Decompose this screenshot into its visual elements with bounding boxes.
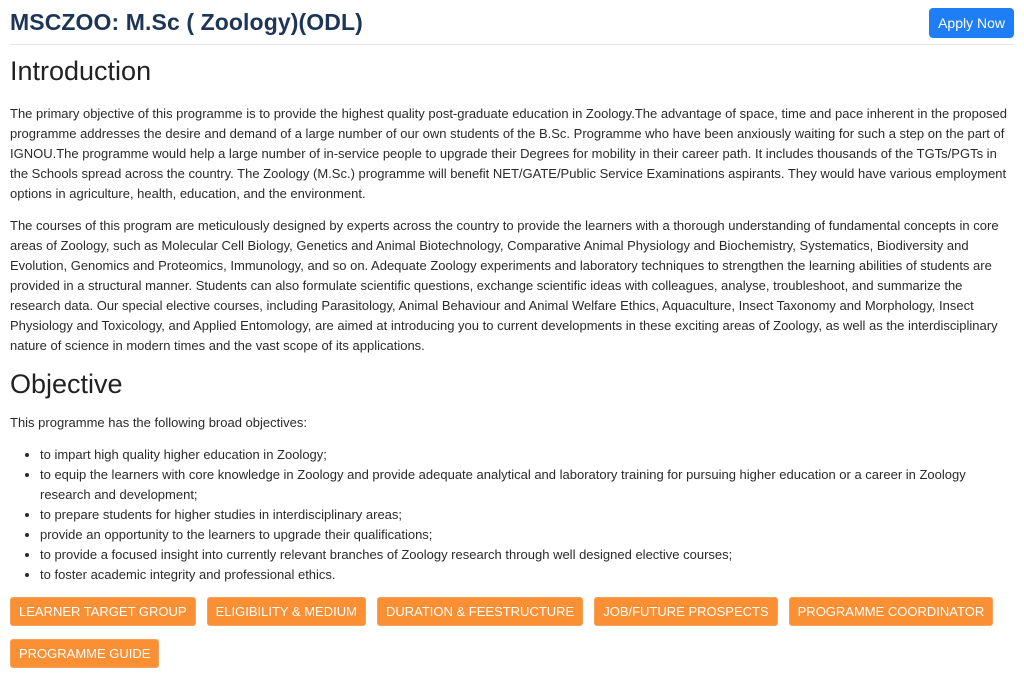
- objective-item-4: • provide an opportunity to the learners to upgrade their qualifications;: [40, 525, 1014, 545]
- introduction-section: [10, 56, 1014, 356]
- objective-item-3: • to prepare students for higher studies in interdisciplinary areas;: [40, 505, 1014, 525]
- objective-item-6: • to foster academic integrity and professional ethics.: [40, 565, 1014, 585]
- tab-eligibility-medium[interactable]: ELIGIBILITY & MEDIUM: [207, 597, 366, 626]
- tab-duration-feestructure[interactable]: DURATION & FEESTRUCTURE: [377, 597, 583, 626]
- programme-page: [10, 0, 1014, 668]
- introduction-paragraph-1: The primary objective of this programme is to provide the highest quality post-graduate education in Zoology.The advantage of space, time and pace inherent in the proposed programme addresses the desire and demand of a large number of our own students of the B.Sc. Programme who have been anxiously waiting for such a step on the part of IGNOU.The programme would help a large number of in-service people to upgrade their Degrees for mobility in their career path. It includes thousands of the TGTs/PGTs in the Schools spread across the country. The Zoology (M.Sc.) programme will benefit NET/GATE/Public Service Examinations aspirants. They would have various employment options in agriculture, health, education, and the environment.: [10, 106, 1008, 201]
- tab-programme-guide[interactable]: PROGRAMME GUIDE: [10, 639, 159, 668]
- objective-heading: Objective: [10, 369, 123, 399]
- objective-item-2: • to equip the learners with core knowledge in Zoology and provide adequate analytical and laboratory training for pursuing higher education or a career in Zoology research and development;: [40, 465, 1014, 505]
- objective-item-1: • to impart high quality higher education in Zoology;: [40, 445, 1014, 465]
- objective-lead: This programme has the following broad objectives:: [10, 415, 307, 430]
- introduction-heading: Introduction: [10, 56, 152, 86]
- tab-job-future-prospects[interactable]: JOB/FUTURE PROSPECTS: [594, 597, 777, 626]
- programme-tabs: [10, 597, 1014, 668]
- introduction-paragraph-2: The courses of this program are meticulously designed by experts across the country to provide the learners with a thorough understanding of fundamental concepts in core areas of Zoology, such as Molecular Cell Biology, Genetics and Animal Biotechnology, Comparative Animal Physiology and Biochemistry, Systematics, Biodiversity and Evolution, Genomics and Proteomics, Immunology, and so on. Adequate Zoology experiments and laboratory techniques to strengthen the learning abilities of students are provided in a structural manner. Students can also formulate scientific questions, exchange scientific ideas with colleagues, analyse, troubleshoot, and summarize the research data. Our special elective courses, including Parasitology, Animal Behaviour and Animal Welfare Ethics, Aquaculture, Insect Taxonomy and Morphology, Insect Physiology and Toxicology, and Applied Entomology, are aimed at introducing you to current developments in these exciting areas of Zoology, as well as the interdisciplinary nature of science in modern times and the vast scope of its applications.: [10, 218, 999, 353]
- page-title: MSCZOO: M.Sc ( Zoology)(ODL): [10, 8, 363, 35]
- tab-programme-coordinator[interactable]: PROGRAMME COORDINATOR: [789, 597, 994, 626]
- tab-learner-target-group[interactable]: LEARNER TARGET GROUP: [10, 597, 196, 626]
- objective-section: [10, 369, 1014, 585]
- page-header: [10, 0, 1014, 45]
- objective-list: [10, 445, 1014, 585]
- apply-now-button[interactable]: Apply Now: [929, 8, 1014, 38]
- objective-item-5: • to provide a focused insight into currently relevant branches of Zoology research through well designed elective courses;: [40, 545, 1014, 565]
